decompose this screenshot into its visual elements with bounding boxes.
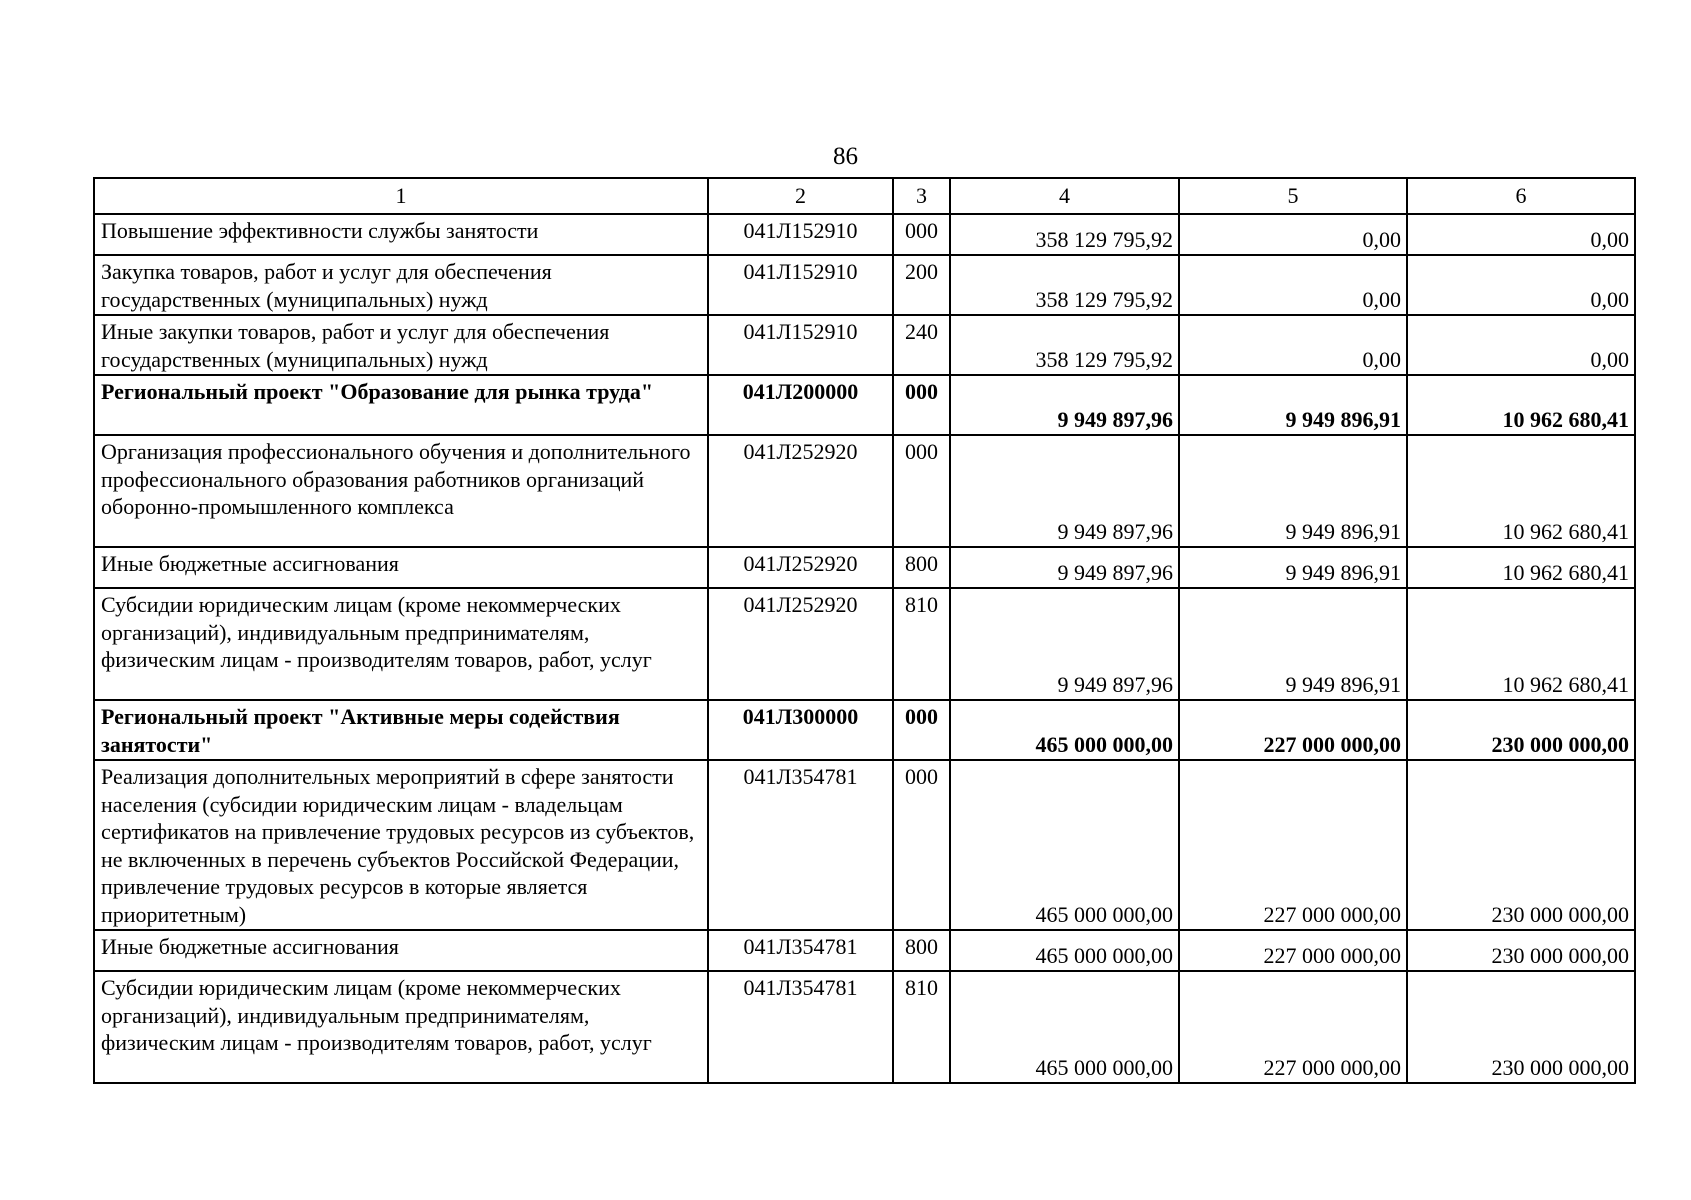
table-row xyxy=(94,214,1635,255)
table-row xyxy=(94,930,1635,971)
amount-col4-cell: 9 949 897,96 xyxy=(950,588,1179,700)
target-code-cell: 041Л354781 xyxy=(708,930,893,971)
amount-col4-cell: 465 000 000,00 xyxy=(950,930,1179,971)
column-header-1: 1 xyxy=(94,178,708,214)
expense-type-cell: 200 xyxy=(893,255,950,315)
amount-col4-cell: 465 000 000,00 xyxy=(950,700,1179,760)
table-row xyxy=(94,375,1635,435)
amount-col4-cell: 358 129 795,92 xyxy=(950,255,1179,315)
amount-col5-cell: 227 000 000,00 xyxy=(1179,930,1407,971)
expense-type-cell: 000 xyxy=(893,375,950,435)
column-header-5: 5 xyxy=(1179,178,1407,214)
column-number-header-row xyxy=(94,178,1635,214)
row-name-cell: Региональный проект "Образование для рынка труда" xyxy=(94,375,708,435)
target-code-cell: 041Л252920 xyxy=(708,547,893,588)
table-row xyxy=(94,971,1635,1083)
amount-col4-cell: 9 949 897,96 xyxy=(950,375,1179,435)
table-row xyxy=(94,588,1635,700)
expense-type-cell: 800 xyxy=(893,930,950,971)
table-body xyxy=(94,178,1635,1083)
amount-col5-cell: 0,00 xyxy=(1179,214,1407,255)
amount-col5-cell: 9 949 896,91 xyxy=(1179,547,1407,588)
row-name-cell: Организация профессионального обучения и дополнительного профессионального образования работников организаций оборонно-промышленного комплекса xyxy=(94,435,708,547)
target-code-cell: 041Л252920 xyxy=(708,435,893,547)
column-header-6: 6 xyxy=(1407,178,1635,214)
amount-col6-cell: 0,00 xyxy=(1407,214,1635,255)
amount-col6-cell: 230 000 000,00 xyxy=(1407,760,1635,930)
table-row xyxy=(94,315,1635,375)
amount-col4-cell: 465 000 000,00 xyxy=(950,760,1179,930)
amount-col6-cell: 10 962 680,41 xyxy=(1407,588,1635,700)
column-header-2: 2 xyxy=(708,178,893,214)
amount-col4-cell: 358 129 795,92 xyxy=(950,315,1179,375)
amount-col4-cell: 358 129 795,92 xyxy=(950,214,1179,255)
page-number: 86 xyxy=(833,143,858,170)
expense-type-cell: 000 xyxy=(893,214,950,255)
amount-col5-cell: 9 949 896,91 xyxy=(1179,435,1407,547)
row-name-cell: Закупка товаров, работ и услуг для обеспечения государственных (муниципальных) нужд xyxy=(94,255,708,315)
amount-col6-cell: 230 000 000,00 xyxy=(1407,930,1635,971)
table-row xyxy=(94,255,1635,315)
amount-col5-cell: 0,00 xyxy=(1179,255,1407,315)
row-name-cell: Региональный проект "Активные меры содействия занятости" xyxy=(94,700,708,760)
column-header-4: 4 xyxy=(950,178,1179,214)
amount-col5-cell: 0,00 xyxy=(1179,315,1407,375)
column-header-3: 3 xyxy=(893,178,950,214)
amount-col6-cell: 10 962 680,41 xyxy=(1407,435,1635,547)
amount-col4-cell: 9 949 897,96 xyxy=(950,547,1179,588)
target-code-cell: 041Л152910 xyxy=(708,315,893,375)
amount-col5-cell: 227 000 000,00 xyxy=(1179,971,1407,1083)
expense-type-cell: 810 xyxy=(893,971,950,1083)
row-name-cell: Иные бюджетные ассигнования xyxy=(94,930,708,971)
table-row xyxy=(94,547,1635,588)
row-name-cell: Повышение эффективности службы занятости xyxy=(94,214,708,255)
table-row xyxy=(94,760,1635,930)
row-name-cell: Иные закупки товаров, работ и услуг для обеспечения государственных (муниципальных) нужд xyxy=(94,315,708,375)
expense-type-cell: 240 xyxy=(893,315,950,375)
amount-col5-cell: 9 949 896,91 xyxy=(1179,375,1407,435)
budget-table xyxy=(93,177,1636,1084)
amount-col4-cell: 465 000 000,00 xyxy=(950,971,1179,1083)
amount-col5-cell: 9 949 896,91 xyxy=(1179,588,1407,700)
target-code-cell: 041Л152910 xyxy=(708,214,893,255)
amount-col6-cell: 10 962 680,41 xyxy=(1407,375,1635,435)
expense-type-cell: 800 xyxy=(893,547,950,588)
target-code-cell: 041Л354781 xyxy=(708,760,893,930)
amount-col5-cell: 227 000 000,00 xyxy=(1179,760,1407,930)
expense-type-cell: 000 xyxy=(893,700,950,760)
amount-col4-cell: 9 949 897,96 xyxy=(950,435,1179,547)
expense-type-cell: 810 xyxy=(893,588,950,700)
table-row xyxy=(94,700,1635,760)
amount-col6-cell: 0,00 xyxy=(1407,255,1635,315)
row-name-cell: Субсидии юридическим лицам (кроме некоммерческих организаций), индивидуальным предпринимателям, физическим лицам - производителям товаров, работ, услуг xyxy=(94,971,708,1083)
amount-col6-cell: 0,00 xyxy=(1407,315,1635,375)
target-code-cell: 041Л200000 xyxy=(708,375,893,435)
expense-type-cell: 000 xyxy=(893,435,950,547)
amount-col6-cell: 230 000 000,00 xyxy=(1407,700,1635,760)
expense-type-cell: 000 xyxy=(893,760,950,930)
row-name-cell: Реализация дополнительных мероприятий в сфере занятости населения (субсидии юридическим лицам - владельцам сертификатов на привлечение трудовых ресурсов из субъектов, не включенных в перечень субъектов Российской Федерации, привлечение трудовых ресурсов в которые является приоритетным) xyxy=(94,760,708,930)
amount-col6-cell: 10 962 680,41 xyxy=(1407,547,1635,588)
amount-col5-cell: 227 000 000,00 xyxy=(1179,700,1407,760)
table-row xyxy=(94,435,1635,547)
target-code-cell: 041Л152910 xyxy=(708,255,893,315)
row-name-cell: Иные бюджетные ассигнования xyxy=(94,547,708,588)
target-code-cell: 041Л252920 xyxy=(708,588,893,700)
amount-col6-cell: 230 000 000,00 xyxy=(1407,971,1635,1083)
target-code-cell: 041Л300000 xyxy=(708,700,893,760)
row-name-cell: Субсидии юридическим лицам (кроме некоммерческих организаций), индивидуальным предпринимателям, физическим лицам - производителям товаров, работ, услуг xyxy=(94,588,708,700)
target-code-cell: 041Л354781 xyxy=(708,971,893,1083)
